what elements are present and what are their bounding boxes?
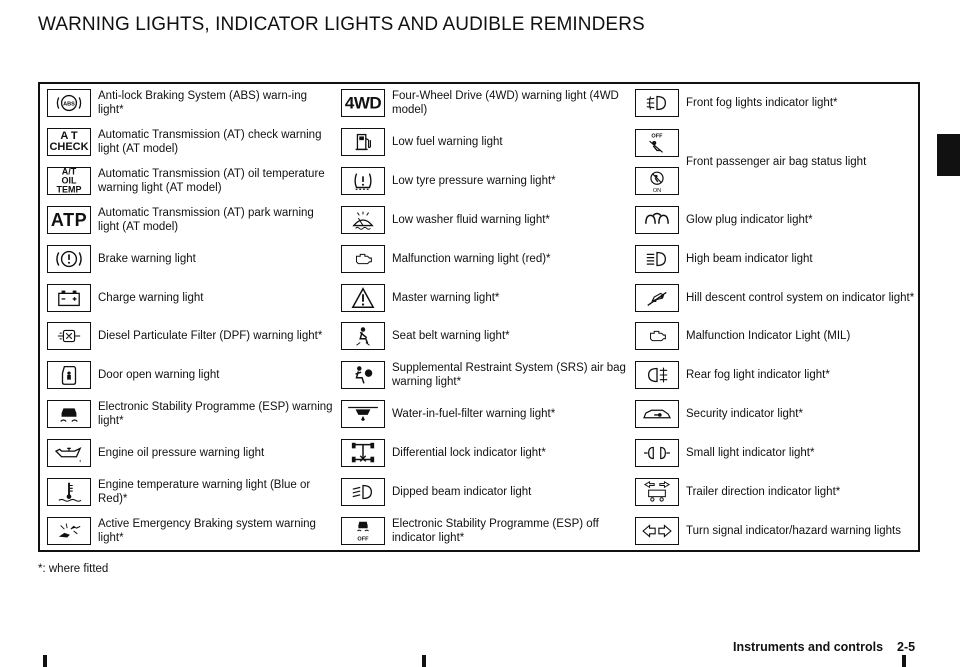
page-title: WARNING LIGHTS, INDICATOR LIGHTS AND AUDIBLE REMINDERS bbox=[38, 14, 645, 35]
diff-lock-icon bbox=[341, 439, 385, 467]
coolant-temp-icon bbox=[47, 478, 91, 506]
at-oil-line2: OIL TEMP bbox=[56, 175, 82, 195]
list-item: Low tyre pressure warning light* bbox=[392, 175, 556, 188]
table-row bbox=[40, 200, 922, 239]
list-item: Automatic Transmission (AT) check warning light (AT model) bbox=[98, 129, 322, 156]
at-check-icon bbox=[47, 128, 91, 156]
list-item: Water-in-fuel-filter warning light* bbox=[392, 408, 556, 421]
emergency-braking-icon bbox=[47, 517, 91, 545]
list-item: Active Emergency Braking system warning light* bbox=[98, 517, 316, 544]
table-row bbox=[40, 356, 922, 395]
four-wd-text: 4WD bbox=[344, 93, 382, 113]
binding-mark-right bbox=[902, 655, 906, 667]
list-item: Front fog lights indicator light* bbox=[686, 97, 838, 110]
hill-descent-icon bbox=[635, 284, 679, 312]
glow-plug-icon bbox=[635, 206, 679, 234]
page-footer bbox=[733, 640, 929, 654]
list-item: Engine oil pressure warning light bbox=[98, 446, 265, 459]
list-item: Malfunction Indicator Light (MIL) bbox=[686, 330, 851, 343]
list-item: Turn signal indicator/hazard warning lights bbox=[686, 524, 901, 537]
list-item: Front passenger air bag status light bbox=[686, 155, 867, 168]
passenger-airbag-off-icon bbox=[635, 129, 679, 157]
table-row bbox=[40, 239, 922, 278]
list-item: Low washer fluid warning light* bbox=[392, 213, 550, 226]
list-item: Differential lock indicator light* bbox=[392, 446, 546, 459]
list-item: Anti-lock Braking System (ABS) warn-ing light* bbox=[98, 90, 307, 117]
dpf-icon bbox=[47, 322, 91, 350]
security-icon bbox=[635, 400, 679, 428]
at-oil-line1: A/T bbox=[61, 166, 77, 177]
binding-mark-center bbox=[422, 655, 426, 667]
front-fog-icon bbox=[635, 89, 679, 117]
list-item: Trailer direction indicator light* bbox=[686, 485, 841, 498]
table-row bbox=[40, 472, 922, 511]
engine-red-icon bbox=[341, 245, 385, 273]
list-item: Door open warning light bbox=[98, 369, 220, 382]
esp-icon bbox=[47, 400, 91, 428]
airbag-on-text: ON bbox=[652, 187, 662, 194]
esp-off-text: OFF bbox=[357, 535, 369, 542]
tyre-pressure-icon bbox=[341, 167, 385, 195]
airbag-off-text: OFF bbox=[651, 133, 663, 140]
oil-can-icon bbox=[47, 439, 91, 467]
list-item: High beam indicator light bbox=[686, 252, 813, 265]
at-check-line2: CHECK bbox=[49, 141, 89, 154]
footer-section: Instruments and controls bbox=[733, 640, 884, 654]
list-item: Brake warning light bbox=[98, 252, 196, 265]
dipped-beam-icon bbox=[341, 478, 385, 506]
passenger-airbag-on-icon bbox=[635, 167, 679, 195]
footnote: *: where fitted bbox=[38, 563, 109, 575]
table-row bbox=[40, 278, 922, 317]
trailer-direction-icon bbox=[635, 478, 679, 506]
turn-signal-icon bbox=[635, 517, 679, 545]
abs-icon-text: ABS bbox=[63, 101, 75, 108]
atp-icon bbox=[47, 206, 91, 234]
at-oil-temp-icon bbox=[47, 167, 91, 195]
list-item: Malfunction warning light (red)* bbox=[392, 252, 551, 265]
page-number: 2-5 bbox=[897, 640, 916, 654]
list-item: Master warning light* bbox=[392, 291, 500, 304]
atp-text: ATP bbox=[50, 209, 88, 230]
list-item: Supplemental Restraint System (SRS) air bag warning light* bbox=[392, 362, 626, 389]
esp-off-icon bbox=[341, 517, 385, 545]
list-item: Dipped beam indicator light bbox=[392, 485, 532, 498]
master-warning-icon bbox=[341, 284, 385, 312]
four-wd-icon bbox=[341, 89, 385, 117]
mil-engine-icon bbox=[635, 322, 679, 350]
table-row bbox=[40, 511, 922, 550]
seat-belt-icon bbox=[341, 322, 385, 350]
list-item: Automatic Transmission (AT) oil temperature warning light (AT model) bbox=[98, 168, 325, 195]
list-item: Engine temperature warning light (Blue or Red)* bbox=[98, 478, 311, 505]
water-in-fuel-icon bbox=[341, 400, 385, 428]
list-item: Small light indicator light* bbox=[686, 446, 815, 459]
brake-icon bbox=[47, 245, 91, 273]
list-item: Electronic Stability Programme (ESP) off indicator light* bbox=[392, 517, 599, 544]
list-item: Seat belt warning light* bbox=[392, 330, 510, 343]
list-item: Glow plug indicator light* bbox=[686, 213, 813, 226]
table-row bbox=[40, 395, 922, 434]
list-item: Low fuel warning light bbox=[392, 136, 503, 149]
at-check-line1: A T bbox=[60, 130, 78, 143]
list-item: Hill descent control system on indicator light* bbox=[686, 291, 915, 304]
binding-mark-left bbox=[43, 655, 47, 667]
table-row bbox=[40, 123, 922, 162]
abs-icon bbox=[47, 89, 91, 117]
list-item: Rear fog light indicator light* bbox=[686, 369, 830, 382]
table-row bbox=[40, 317, 922, 356]
list-item: Electronic Stability Programme (ESP) warning light* bbox=[98, 401, 333, 428]
section-tab bbox=[937, 134, 960, 176]
battery-icon bbox=[47, 284, 91, 312]
washer-fluid-icon bbox=[341, 206, 385, 234]
list-item: Charge warning light bbox=[98, 291, 204, 304]
high-beam-icon bbox=[635, 245, 679, 273]
fuel-pump-icon bbox=[341, 128, 385, 156]
door-open-icon bbox=[47, 361, 91, 389]
list-item: Security indicator light* bbox=[686, 408, 803, 421]
warning-lights-table bbox=[38, 82, 920, 552]
rear-fog-icon bbox=[635, 361, 679, 389]
list-item: Diesel Particulate Filter (DPF) warning light* bbox=[98, 330, 323, 343]
srs-airbag-icon bbox=[341, 361, 385, 389]
table-row bbox=[40, 84, 922, 123]
list-item: Automatic Transmission (AT) park warning light (AT model) bbox=[98, 206, 314, 233]
small-light-icon bbox=[635, 439, 679, 467]
list-item: Four-Wheel Drive (4WD) warning light (4WD model) bbox=[392, 90, 619, 117]
table-row bbox=[40, 433, 922, 472]
